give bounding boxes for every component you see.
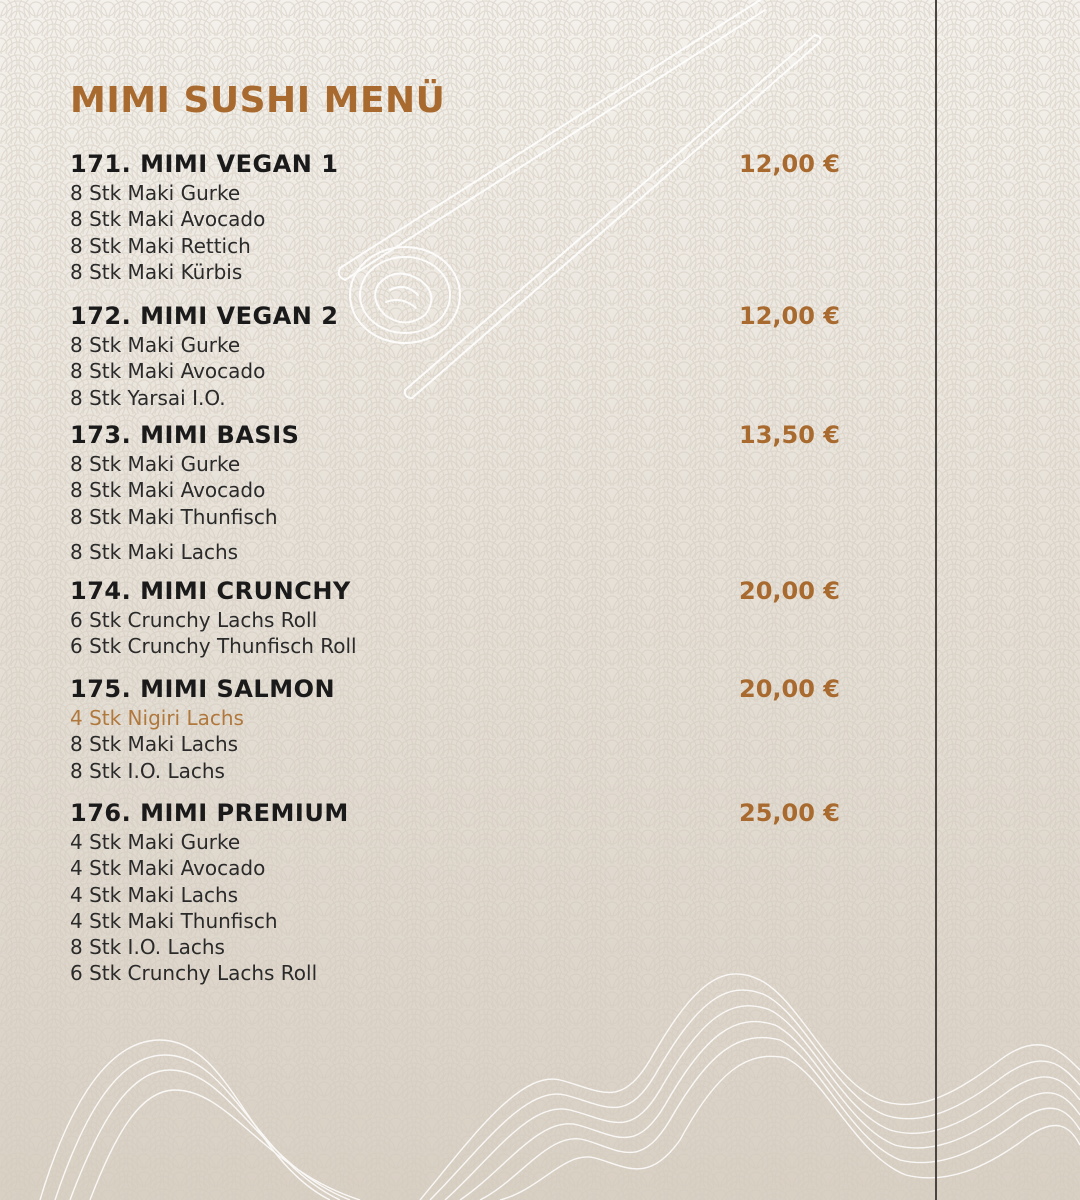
menu-item-171 — [70, 150, 840, 285]
item-price: 20,00 € — [739, 675, 840, 703]
item-line: 6 Stk Crunchy Lachs Roll — [70, 608, 318, 632]
item-name: 175. MIMI SALMON — [70, 675, 336, 703]
item-line: 4 Stk Nigiri Lachs — [70, 706, 244, 730]
item-line: 6 Stk Crunchy Thunfisch Roll — [70, 634, 357, 659]
item-name: 174. MIMI CRUNCHY — [70, 577, 351, 605]
item-line: 8 Stk I.O. Lachs — [70, 758, 225, 783]
item-line: 8 Stk Maki Kürbis — [70, 259, 243, 284]
item-line: 4 Stk Maki Thunfisch — [70, 908, 278, 933]
menu-item-173 — [70, 421, 840, 565]
item-price: 25,00 € — [739, 799, 840, 827]
item-price: 13,50 € — [739, 421, 840, 449]
item-price: 12,00 € — [739, 302, 840, 330]
item-name: 173. MIMI BASIS — [70, 421, 300, 449]
menu-item-174 — [70, 577, 840, 660]
item-name: 171. MIMI VEGAN 1 — [70, 150, 339, 178]
item-line: 4 Stk Maki Avocado — [70, 856, 266, 881]
item-line: 4 Stk Maki Lachs — [70, 882, 239, 907]
item-line: 8 Stk Maki Gurke — [70, 181, 241, 205]
item-name: 172. MIMI VEGAN 2 — [70, 302, 339, 330]
item-line: 8 Stk Maki Avocado — [70, 478, 266, 503]
item-line: 6 Stk Crunchy Lachs Roll — [70, 961, 318, 986]
item-price: 20,00 € — [739, 577, 840, 605]
item-price: 12,00 € — [739, 150, 840, 178]
menu-item-172 — [70, 302, 840, 411]
item-line: 8 Stk Maki Rettich — [70, 233, 251, 258]
item-line: 8 Stk Maki Avocado — [70, 207, 266, 232]
menu-title: MIMI SUSHI MENÜ — [70, 80, 446, 121]
item-line: 8 Stk Maki Thunfisch — [70, 504, 278, 529]
item-line: 8 Stk Maki Lachs — [70, 539, 239, 564]
item-line: 4 Stk Maki Gurke — [70, 830, 241, 854]
menu-item-176 — [70, 799, 840, 987]
item-line: 8 Stk I.O. Lachs — [70, 935, 225, 960]
item-line: 8 Stk Maki Avocado — [70, 359, 266, 384]
item-line: 8 Stk Maki Gurke — [70, 333, 241, 357]
item-line: 8 Stk Yarsai I.O. — [70, 385, 226, 410]
item-name: 176. MIMI PREMIUM — [70, 799, 349, 827]
item-line: 8 Stk Maki Gurke — [70, 452, 241, 476]
item-line: 8 Stk Maki Lachs — [70, 732, 239, 757]
menu-item-175 — [70, 675, 840, 784]
